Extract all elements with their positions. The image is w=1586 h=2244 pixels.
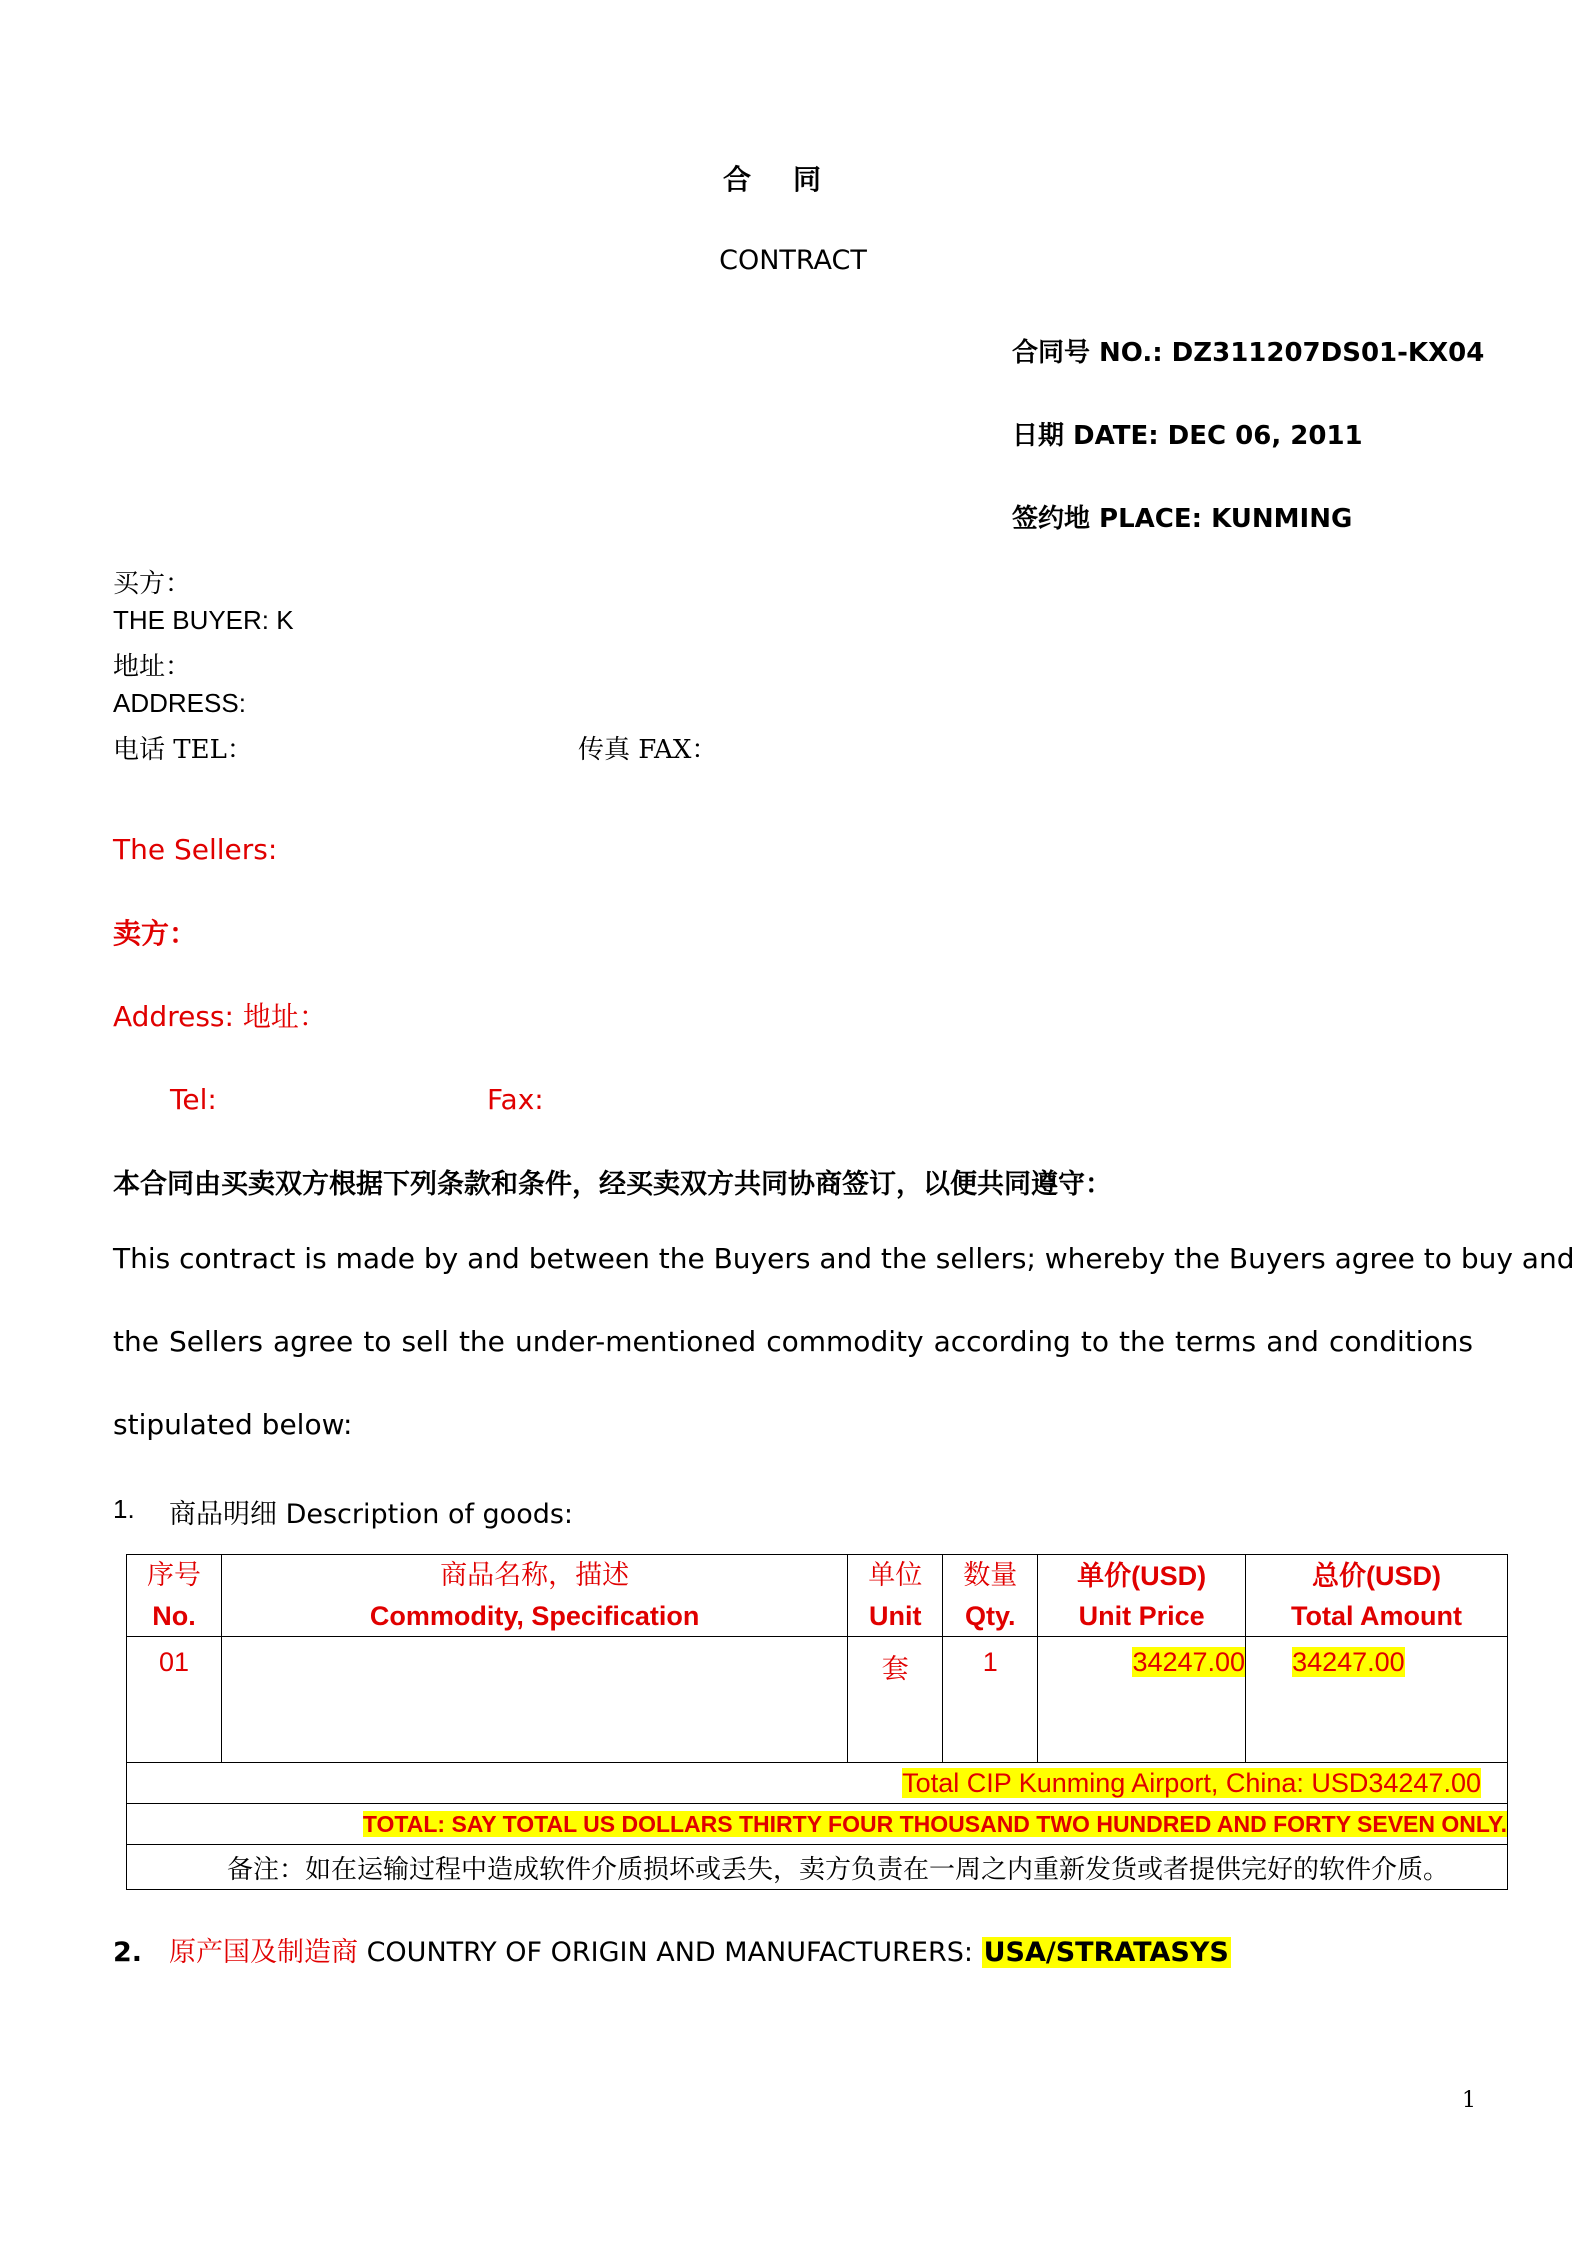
- header-unit-price-cn: 单价(USD): [1077, 1560, 1207, 1591]
- total-words-row: [127, 1804, 1508, 1845]
- seller-fax: Fax:: [487, 1083, 544, 1116]
- table-row: [127, 1637, 1508, 1763]
- cell-commodity: [221, 1637, 847, 1763]
- cell-no: [127, 1637, 222, 1763]
- buyer-fax: 传真 FAX：: [578, 735, 718, 765]
- buyer-address-en: ADDRESS:: [113, 688, 246, 718]
- header-no: [127, 1555, 222, 1637]
- header-qty: [943, 1555, 1038, 1637]
- row-unit-price: 34247.00: [1132, 1647, 1246, 1677]
- row-commodity: [222, 1637, 847, 1647]
- cell-total: [1246, 1637, 1508, 1763]
- row-no: 01: [158, 1647, 189, 1677]
- contract-number: 合同号 NO.: DZ311207DS01-KX04: [1012, 338, 1485, 368]
- row-qty: 1: [982, 1647, 998, 1677]
- section2-value: USA/STRATASYS: [983, 1937, 1229, 1968]
- section2-title-cn: 原产国及制造商: [169, 1937, 358, 1968]
- header-no-en: No.: [152, 1601, 196, 1631]
- header-no-cn: 序号: [146, 1560, 201, 1591]
- section2-title-en: COUNTRY OF ORIGIN AND MANUFACTURERS:: [358, 1937, 982, 1968]
- contract-date: 日期 DATE: DEC 06, 2011: [1012, 421, 1363, 451]
- section2: [113, 1929, 1231, 1977]
- header-commodity-en: Commodity, Specification: [369, 1601, 700, 1631]
- agreement-en-line1: This contract is made by and between the Buyers and the sellers; whereby the Buyers agree to buy and: [113, 1242, 1575, 1275]
- header-qty-en: Qty.: [964, 1601, 1016, 1631]
- total-words: TOTAL: SAY TOTAL US DOLLARS THIRTY FOUR THOUSAND TWO HUNDRED AND FORTY SEVEN ONLY.: [362, 1810, 1507, 1837]
- seller-tel: Tel:: [170, 1083, 217, 1116]
- header-unit: [848, 1555, 943, 1637]
- total-cip: Total CIP Kunming Airport, China: USD34247.00: [902, 1767, 1481, 1798]
- goods-table: [126, 1554, 1508, 1890]
- agreement-en-line2: the Sellers agree to sell the under-mentioned commodity according to the terms and conditions: [113, 1325, 1473, 1358]
- seller-address: Address: 地址：: [113, 1000, 327, 1033]
- total-cip-row: [127, 1763, 1508, 1804]
- remark-row: [127, 1845, 1508, 1890]
- row-unit: 套: [881, 1654, 909, 1685]
- table-header-row: [127, 1555, 1508, 1637]
- cell-unit-price: [1038, 1637, 1246, 1763]
- title-cn: 合同: [722, 163, 863, 196]
- cell-unit: [848, 1637, 943, 1763]
- header-unit-en: Unit: [869, 1601, 922, 1631]
- header-qty-cn: 数量: [963, 1560, 1018, 1591]
- buyer-label-cn: 买方：: [113, 569, 192, 599]
- section1-number: 1.: [113, 1494, 135, 1524]
- contract-place: 签约地 PLACE: KUNMING: [1012, 504, 1353, 534]
- title-en: CONTRACT: [719, 245, 867, 276]
- header-total-cn: 总价(USD): [1312, 1560, 1442, 1591]
- seller-label-cn: 卖方：: [113, 917, 198, 950]
- cell-qty: [943, 1637, 1038, 1763]
- header-unit-price: [1038, 1555, 1246, 1637]
- header-total-en: Total Amount: [1291, 1600, 1463, 1631]
- header-commodity: [221, 1555, 847, 1637]
- buyer-address-cn: 地址：: [113, 652, 192, 682]
- header-unit-price-en: Unit Price: [1078, 1600, 1205, 1631]
- section1-title: 商品明细 Description of goods:: [169, 1499, 574, 1530]
- remark: 备注：如在运输过程中造成软件介质损坏或丢失，卖方负责在一周之内重新发货或者提供完好的软件介质。: [127, 1845, 1508, 1890]
- section2-number: 2.: [113, 1937, 143, 1968]
- agreement-en-line3: stipulated below:: [113, 1408, 353, 1441]
- header-total: [1246, 1555, 1508, 1637]
- header-commodity-cn: 商品名称，描述: [440, 1560, 630, 1591]
- buyer-label-en: THE BUYER: K: [113, 605, 294, 635]
- seller-label-en: The Sellers:: [113, 833, 278, 866]
- agreement-cn: 本合同由买卖双方根据下列条款和条件，经买卖双方共同协商签订，以便共同遵守：: [113, 1169, 1112, 1200]
- buyer-tel: 电话 TEL：: [113, 735, 253, 765]
- header-unit-cn: 单位: [868, 1560, 923, 1591]
- page-number: 1: [1462, 2088, 1476, 2113]
- row-total: 34247.00: [1292, 1647, 1405, 1677]
